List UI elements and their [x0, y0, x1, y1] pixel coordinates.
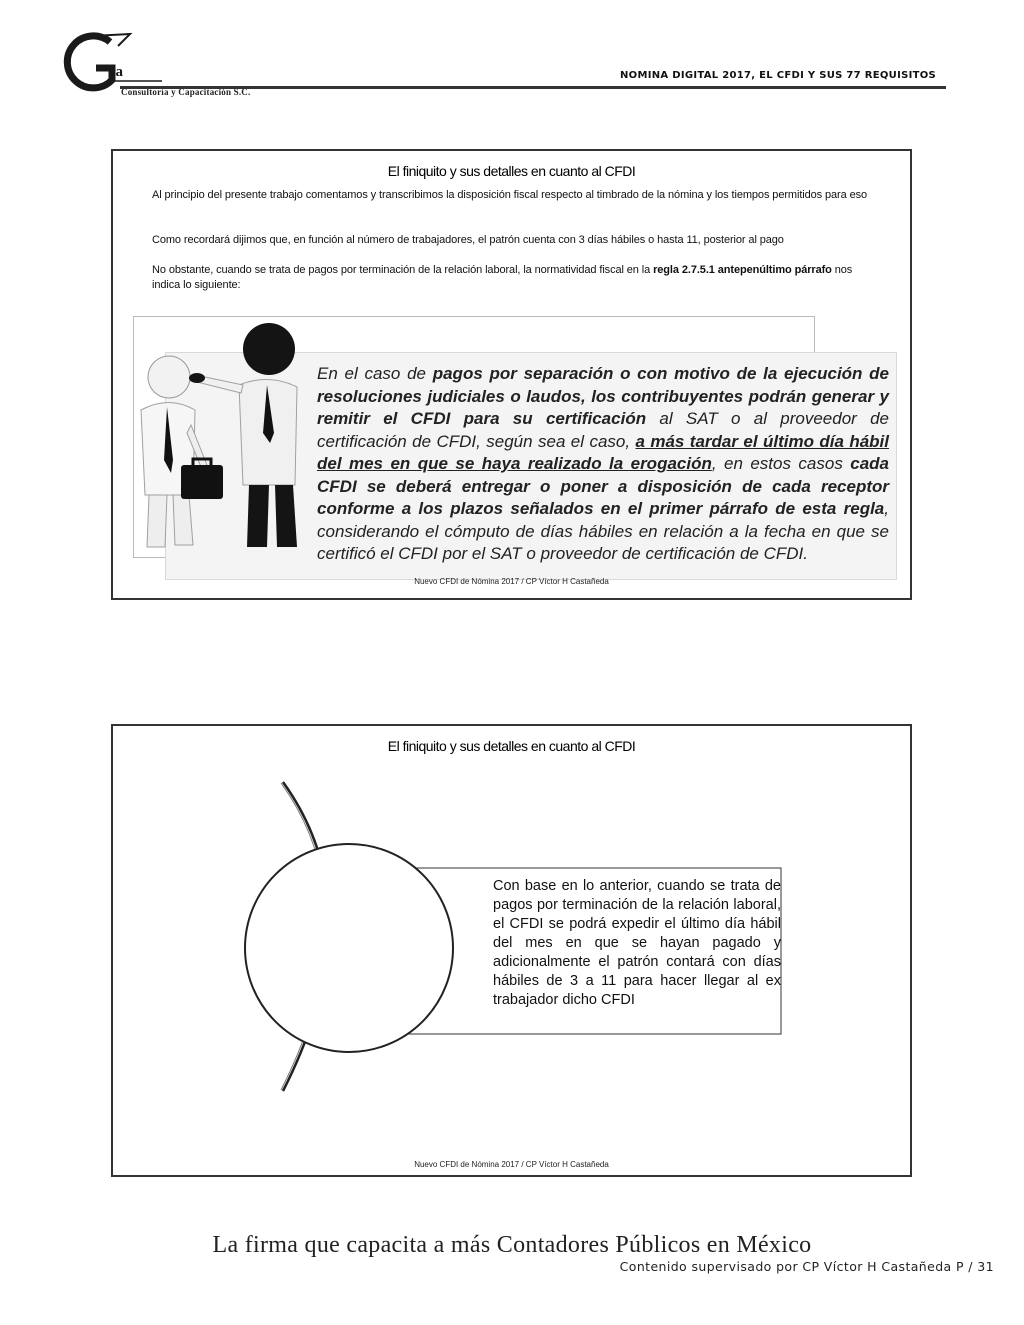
paragraph-recall: Como recordará dijimos que, en función al número de trabajadores, el patrón cuenta con 3 días hábiles o hasta 11, posterior al pago [152, 234, 784, 246]
diagram-circle [245, 844, 453, 1052]
supervised-by-page-number: Contenido supervisado por CP Víctor H Castañeda P / 31 [619, 1259, 994, 1274]
dismissal-illustration [131, 315, 301, 555]
slide-title: El finiquito y sus detalles en cuanto al CFDI [387, 163, 636, 179]
paragraph-rule-reference: No obstante, cuando se trata de pagos por terminación de la relación laboral, la normatividad fiscal en la regla 2.7.5.1 antepenúltimo párrafo nos indica lo siguiente: [152, 264, 853, 291]
rule-quote: En el caso de pagos por separación o con motivo de la ejecución de resoluciones judiciales o laudos, los contribuyentes podrán generar y remitir el CFDI para su certificación al SAT o al proveedor de certificación de CFDI, según sea el caso, a más tardar el último día hábil del mes en que se haya realizado la erogación, en estos casos cada CFDI se deberá entregar o poner a disposición de cada receptor conforme a los plazos señalados en el primer párrafo de esta regla, considerando el cómputo de días hábiles en relación a la fecha en que se certificó el CFDI por el SAT o proveedor de certificación de CFDI. [317, 364, 890, 563]
conclusion-text: Con base en lo anterior, cuando se trata de pagos por terminación de la relación laboral, el CFDI se podrá expedir el último día hábil del mes en que se hayan pagado y adicionalmente el patrón contará con días hábiles de 3 a 11 para hacer llegar al ex trabajador dicho CFDI [493, 878, 781, 1008]
rule-reference: regla 2.7.5.1 antepenúltimo párrafo [653, 264, 832, 276]
firm-tagline: La firma que capacita a más Contadores Públicos en México [212, 1232, 812, 1258]
slide-finiquito-2 [111, 724, 912, 1177]
deadline-highlight: a más tardar el último día hábil del mes en que se haya realizado la erogación [317, 431, 890, 473]
document-title: NOMINA DIGITAL 2017, EL CFDI Y SUS 77 REQUISITOS [620, 70, 937, 81]
slide-footer: Nuevo CFDI de Nómina 2017 / CP Víctor H Castañeda [414, 1160, 609, 1169]
header-divider [120, 86, 946, 89]
slide-title: El finiquito y sus detalles en cuanto al CFDI [387, 738, 636, 754]
svg-text:va: va [108, 64, 123, 80]
logo-subtitle: Consultoría y Capacitación S.C. [121, 87, 251, 97]
paragraph-intro: Al principio del presente trabajo comentamos y transcribimos la disposición fiscal respecto al timbrado de la nómina y los tiempos permitidos para eso [152, 189, 868, 201]
slide-finiquito-1 [111, 149, 912, 600]
slide-footer: Nuevo CFDI de Nómina 2017 / CP Víctor H Castañeda [414, 577, 609, 586]
